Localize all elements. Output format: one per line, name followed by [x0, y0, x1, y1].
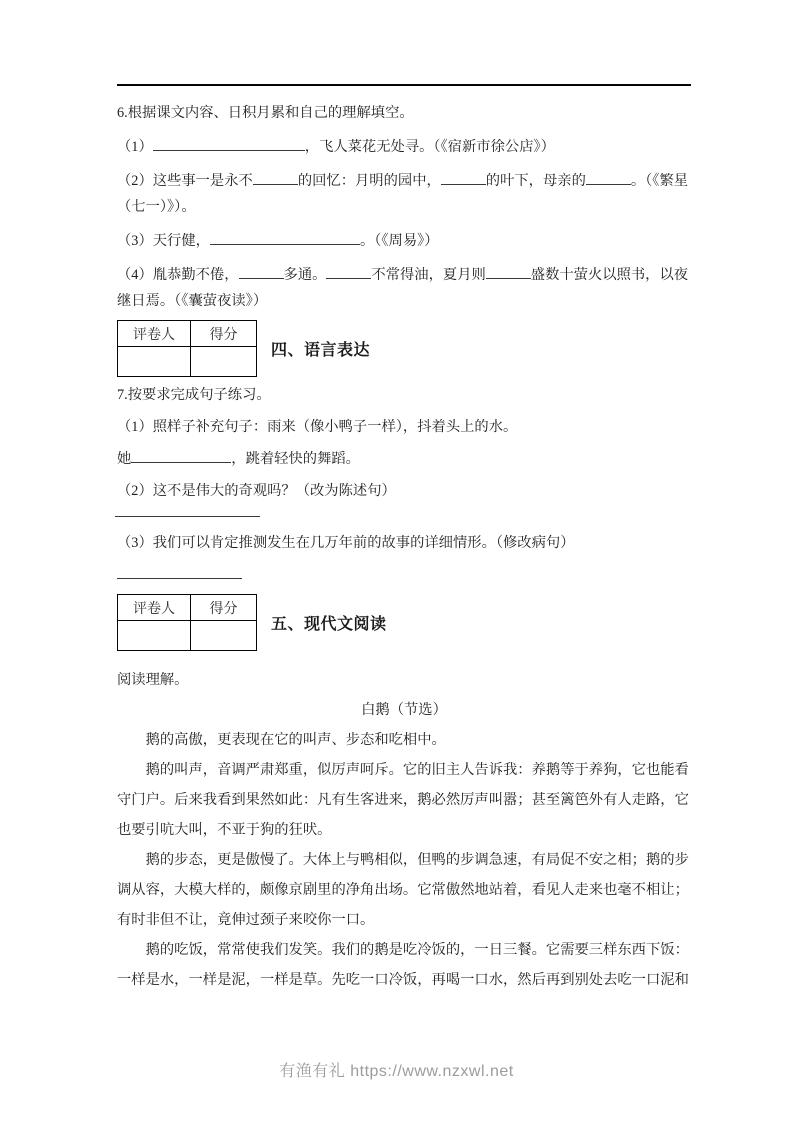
q7-item-3: （3）我们可以肯定推测发生在几万年前的故事的详细情形。（修改病句）	[117, 535, 575, 551]
reading-paragraph-2: 鹅的叫声，音调严肃郑重，似厉声呵斥。它的旧主人告诉我：养鹅等于养狗，它也能看守门户。后来我看到果然如此：凡有生客进来，鹅必然厉声叫嚣；甚至篱笆外有人走路，它也要引吭大叫，不亚于狗的狂吠。	[117, 762, 689, 838]
score-table-grader-header: 评卷人	[118, 321, 191, 347]
q6-header: 6.根据课文内容、日积月累和自己的理解填空。	[117, 105, 414, 121]
fill-blank	[326, 265, 371, 279]
score-table	[117, 594, 257, 651]
score-table-grader-cell	[118, 621, 191, 651]
fill-blank	[239, 265, 284, 279]
top-rule	[117, 84, 691, 86]
q7-item-1: （1）照样子补充句子：雨来（像小鸭子一样），抖着头上的水。	[117, 419, 518, 435]
score-table	[117, 320, 257, 377]
footer-watermark: 有渔有礼 https://www.nzxwl.net	[279, 1063, 514, 1080]
question-6	[117, 100, 691, 322]
score-table-score-cell	[191, 347, 257, 377]
reading-paragraph-3: 鹅的步态，更是傲慢了。大体上与鸭相似，但鸭的步调急速，有局促不安之相；鹅的步调从容，大模大样的，颇像京剧里的净角出场。它常傲然地站着，看见人走来也毫不相让；有时非但不让，竟伸过颈子来咬你一口。	[117, 852, 689, 928]
score-table-grader-header: 评卷人	[118, 595, 191, 621]
reading-paragraph-1: 鹅的高傲，更表现在它的叫声、步态和吃相中。	[145, 732, 446, 748]
fill-blank	[210, 231, 360, 245]
fill-blank	[131, 449, 231, 463]
q6-item-3: （3）天行健， 。（《周易》）	[117, 233, 439, 249]
fill-blank	[253, 171, 298, 185]
answer-blank-line	[115, 502, 260, 517]
section-title-modern-reading: 五、现代文阅读	[271, 616, 387, 633]
q6-item-2: （2）这些事一是永不 的回忆：月明的园中， 的叶下，母亲的 。（《繁星（七一）》）。	[117, 173, 689, 215]
score-table-score-header: 得分	[191, 321, 257, 347]
fill-blank	[486, 265, 531, 279]
score-table-section-5	[117, 594, 387, 651]
q7-header: 7.按要求完成句子练习。	[117, 387, 271, 403]
reading-paragraph-4: 鹅的吃饭，常常使我们发笑。我们的鹅是吃冷饭的，一日三餐。它需要三样东西下饭：一样是水，一样是泥，一样是草。先吃一口冷饭，再喝一口水，然后再到别处去吃一口泥和	[117, 942, 689, 988]
reading-intro: 阅读理解。	[117, 672, 189, 688]
score-table-section-4	[117, 320, 370, 377]
reading-title: 白鹅（节选）	[361, 702, 447, 718]
q6-item-1: （1） ，飞人菜花无处寻。（《宿新市徐公店》）	[117, 139, 555, 155]
question-7	[117, 382, 691, 510]
section-title-language: 四、语言表达	[271, 342, 371, 359]
score-table-score-header: 得分	[191, 595, 257, 621]
score-table-grader-cell	[118, 347, 191, 377]
answer-blank-line	[117, 564, 242, 579]
q7-item-2: （2）这不是伟大的奇观吗？（改为陈述句）	[117, 483, 396, 499]
q7-item-1-answer-line: 她 ，跳着轻快的舞蹈。	[117, 451, 360, 467]
fill-blank	[586, 171, 631, 185]
reading-section	[117, 665, 691, 995]
fill-blank	[441, 171, 486, 185]
fill-blank	[153, 137, 305, 151]
q6-item-4: （4）胤恭勤不倦， 多通。 不常得油，夏月则 盛数十萤火以照书，以夜继日焉。（《囊萤夜读》）	[117, 267, 689, 309]
score-table-score-cell	[191, 621, 257, 651]
